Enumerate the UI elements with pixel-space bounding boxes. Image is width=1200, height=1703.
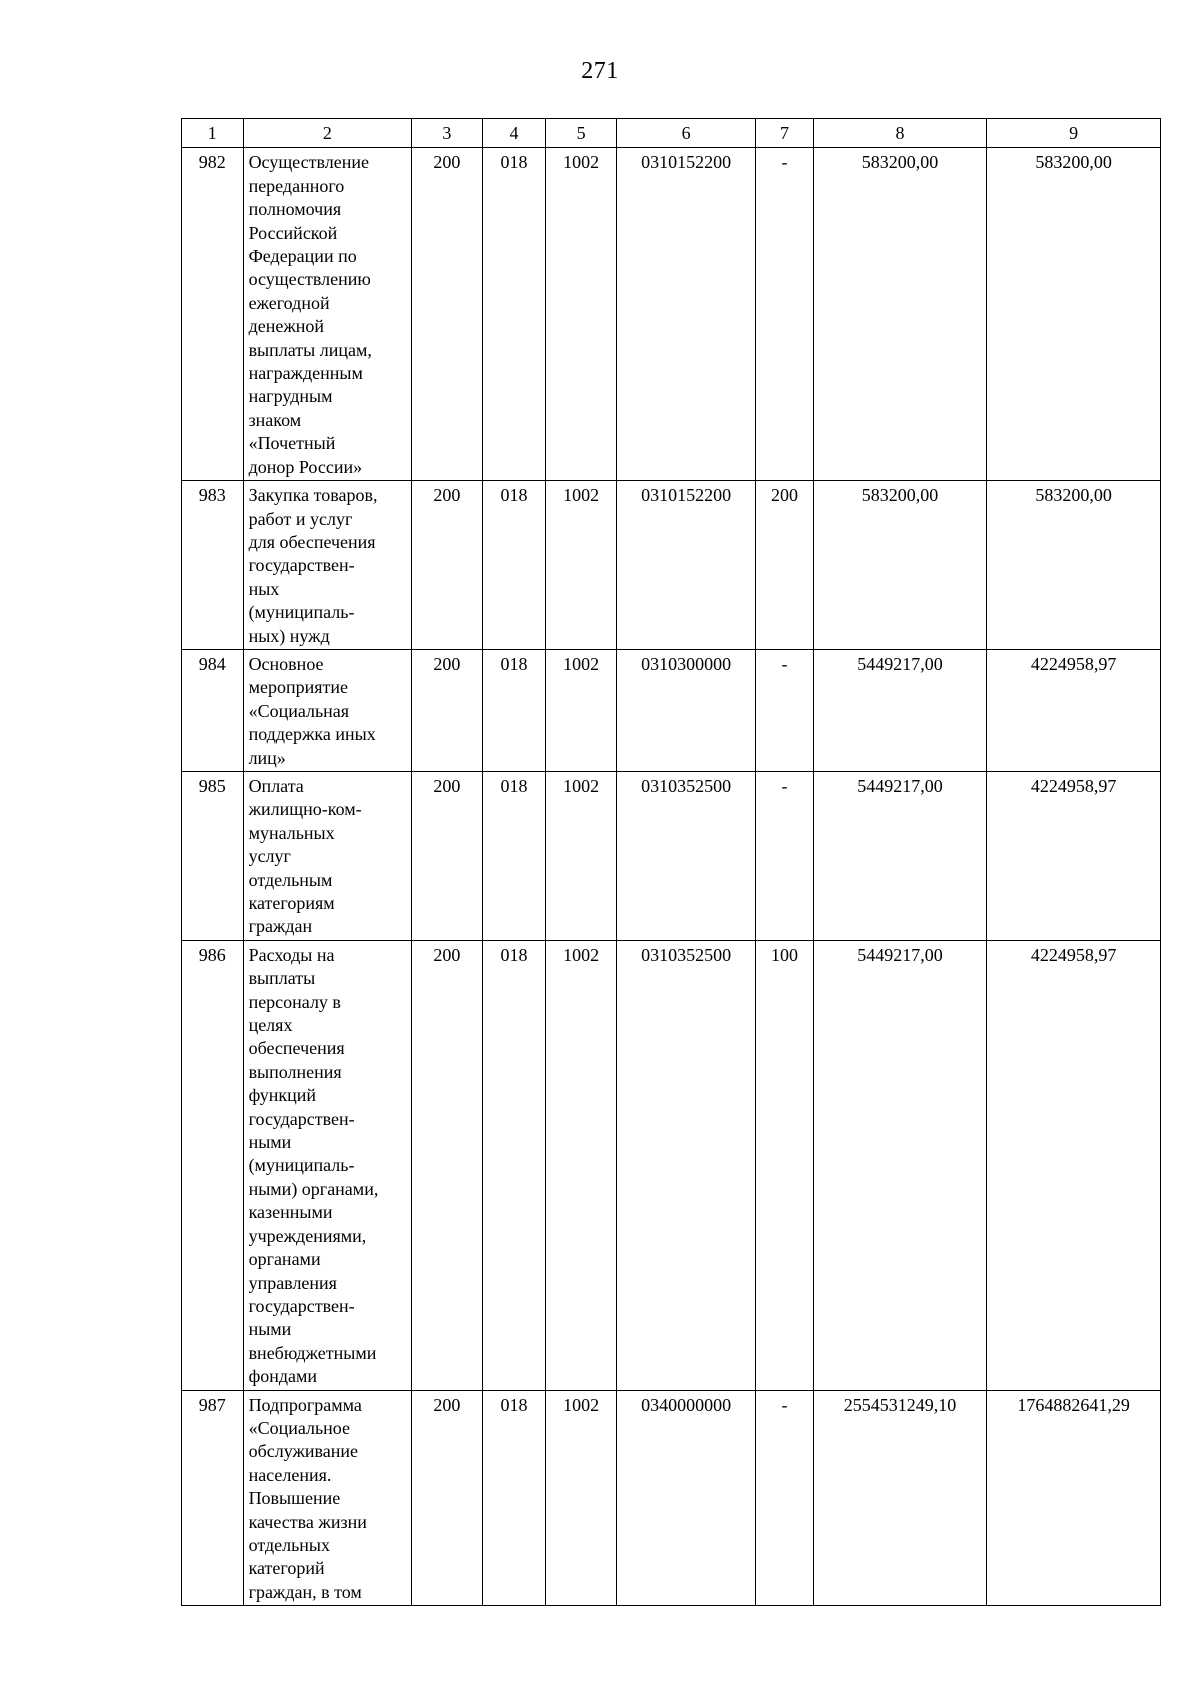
cell-col-9: 1764882641,29 bbox=[987, 1390, 1161, 1606]
cell-col-6: 0310152200 bbox=[616, 148, 755, 481]
table-row bbox=[182, 771, 1161, 940]
cell-col-7: - bbox=[756, 1390, 814, 1606]
cell-col-9: 4224958,97 bbox=[987, 649, 1161, 771]
row-number: 982 bbox=[182, 148, 244, 481]
cell-col-5: 1002 bbox=[546, 771, 617, 940]
row-number: 985 bbox=[182, 771, 244, 940]
cell-col-8: 5449217,00 bbox=[813, 771, 987, 940]
row-number: 986 bbox=[182, 940, 244, 1390]
row-name-cell bbox=[243, 1390, 412, 1606]
row-name-cell bbox=[243, 771, 412, 940]
row-name: Закупка товаров, работ и услуг для обеспечения государствен- ных (муниципаль- ных) нужд bbox=[248, 485, 378, 646]
cell-col-5: 1002 bbox=[546, 148, 617, 481]
cell-col-7: 200 bbox=[756, 481, 814, 650]
row-number: 983 bbox=[182, 481, 244, 650]
column-header-4: 4 bbox=[482, 119, 546, 148]
cell-col-4: 018 bbox=[482, 148, 546, 481]
row-number: 987 bbox=[182, 1390, 244, 1606]
cell-col-5: 1002 bbox=[546, 481, 617, 650]
row-name: Оплата жилищно-ком- мунальных услуг отдельным категориям граждан bbox=[248, 775, 362, 937]
cell-col-8: 583200,00 bbox=[813, 481, 987, 650]
cell-col-3: 200 bbox=[412, 148, 483, 481]
cell-col-9: 583200,00 bbox=[987, 148, 1161, 481]
cell-col-8: 5449217,00 bbox=[813, 649, 987, 771]
cell-col-4: 018 bbox=[482, 771, 546, 940]
row-name-cell bbox=[243, 148, 412, 481]
cell-col-6: 0340000000 bbox=[616, 1390, 755, 1606]
cell-col-5: 1002 bbox=[546, 649, 617, 771]
cell-col-4: 018 bbox=[482, 940, 546, 1390]
header-row bbox=[182, 119, 1161, 148]
cell-col-9: 4224958,97 bbox=[987, 940, 1161, 1390]
column-header-9: 9 bbox=[987, 119, 1161, 148]
table-row bbox=[182, 148, 1161, 481]
row-name-cell bbox=[243, 481, 412, 650]
table-row bbox=[182, 1390, 1161, 1606]
cell-col-8: 583200,00 bbox=[813, 148, 987, 481]
cell-col-9: 583200,00 bbox=[987, 481, 1161, 650]
cell-col-5: 1002 bbox=[546, 1390, 617, 1606]
column-header-5: 5 bbox=[546, 119, 617, 148]
cell-col-6: 0310152200 bbox=[616, 481, 755, 650]
column-header-6: 6 bbox=[616, 119, 755, 148]
row-name-cell bbox=[243, 940, 412, 1390]
cell-col-9: 4224958,97 bbox=[987, 771, 1161, 940]
table-row bbox=[182, 940, 1161, 1390]
table-row bbox=[182, 649, 1161, 771]
column-header-8: 8 bbox=[813, 119, 987, 148]
cell-col-4: 018 bbox=[482, 649, 546, 771]
cell-col-6: 0310352500 bbox=[616, 771, 755, 940]
row-number: 984 bbox=[182, 649, 244, 771]
cell-col-3: 200 bbox=[412, 771, 483, 940]
row-name: Расходы на выплаты персоналу в целях обеспечения выполнения функций государствен- ными (муниципаль- ными) органами, казенными учреждениями, органами управления государствен- ными внебюджетными фондами bbox=[248, 944, 379, 1387]
cell-col-5: 1002 bbox=[546, 940, 617, 1390]
page-number: 271 bbox=[581, 58, 619, 84]
cell-col-3: 200 bbox=[412, 481, 483, 650]
cell-col-7: - bbox=[756, 771, 814, 940]
cell-col-8: 2554531249,10 bbox=[813, 1390, 987, 1606]
row-name: Подпрограмма «Социальное обслуживание населения. Повышение качества жизни отдельных категорий граждан, в том bbox=[248, 1394, 367, 1602]
cell-col-3: 200 bbox=[412, 940, 483, 1390]
cell-col-3: 200 bbox=[412, 1390, 483, 1606]
cell-col-4: 018 bbox=[482, 1390, 546, 1606]
column-header-3: 3 bbox=[412, 119, 483, 148]
table-row bbox=[182, 481, 1161, 650]
cell-col-7: 100 bbox=[756, 940, 814, 1390]
column-header-2: 2 bbox=[243, 119, 412, 148]
column-header-7: 7 bbox=[756, 119, 814, 148]
budget-table bbox=[181, 118, 1161, 1606]
column-header-1: 1 bbox=[182, 119, 244, 148]
cell-col-8: 5449217,00 bbox=[813, 940, 987, 1390]
cell-col-3: 200 bbox=[412, 649, 483, 771]
row-name: Основное мероприятие «Социальная поддержка иных лиц» bbox=[248, 653, 376, 768]
cell-col-6: 0310300000 bbox=[616, 649, 755, 771]
cell-col-7: - bbox=[756, 649, 814, 771]
row-name-cell bbox=[243, 649, 412, 771]
cell-col-4: 018 bbox=[482, 481, 546, 650]
row-name: Осуществление переданного полномочия Российской Федерации по осуществлению ежегодной денежной выплаты лицам, награжденным нагрудным знаком «Почетный донор России» bbox=[248, 152, 372, 477]
cell-col-7: - bbox=[756, 148, 814, 481]
cell-col-6: 0310352500 bbox=[616, 940, 755, 1390]
